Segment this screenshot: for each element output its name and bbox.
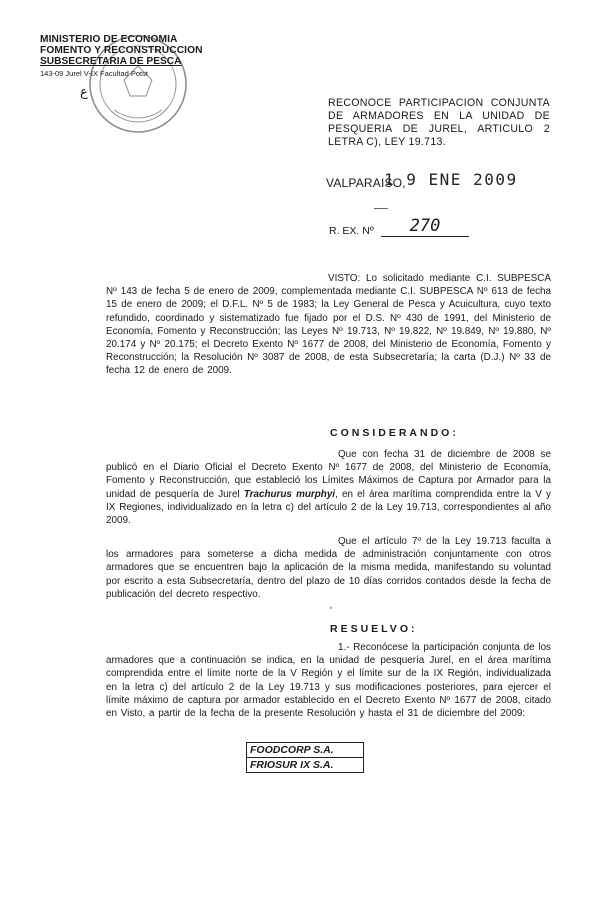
visto-paragraph: VISTO: Lo solicitado mediante C.I. SUBPESCA Nº 143 de fecha 5 de enero de 2009, complementada mediante C.I. SUBPESCA Nº 613 de fecha 15 de enero de 2009; el D.F.L. Nº 5 de 1983; la Ley General de Pesca y Acuicultura, cuyo texto refundido, coordinado y sistematizado fue fijado por el D.S. Nº 430 de 1991, del Ministerio de Economía, Fomento y Reconstrucción; las Leyes Nº 19.713, Nº 19.822, Nº 19.849, Nº 19.880, Nº 20.174 y Nº 20.175; el Decreto Exento Nº 1677 de 2008, del Ministerio de Economía, Fomento y Reconstrucción; la Resolución Nº 3087 de 2008, de esta Subsecretaría; la carta (D.J.) Nº 33 de fecha 12 de enero de 2009. bbox=[106, 273, 551, 377]
species-name: Trachurus murphyi bbox=[243, 488, 336, 500]
resuelvo-paragraph-1: 1.- Reconócese la participación conjunta de los armadores que a continuación se indica, en la unidad de pesquería Jurel, en el área marítima comprendida entre el límite norte de la V Región y el límite sur de la IX Región, individualizada en la letra c) del artículo 2 de la Ley 19.713 y sus modificaciones posteriores, para ejercer el límite máximo de captura por armador establecido en el Decreto Exento Nº 1677 de 2008, citado en Visto, a partir de la fecha de la presente Resolución y hasta el 31 de diciembre del 2009: bbox=[106, 642, 551, 720]
subsecretaria-line: SUBSECRETARIA DE PESCA bbox=[40, 56, 182, 67]
resuelvo-heading: RESUELVO: bbox=[330, 623, 418, 635]
margin-tick-mark: ʹ bbox=[330, 606, 332, 617]
official-seal-stamp bbox=[84, 30, 192, 138]
resolution-number: 270 bbox=[381, 216, 469, 237]
file-reference: 143-09 Jurel V-IX Facultad Potst bbox=[40, 69, 148, 78]
date-stamp: 1 9 ENE 2009 bbox=[384, 170, 518, 189]
considerando-paragraph-2: Que el artículo 7º de la Ley 19.713 faculta a los armadores para someterse a dicha medida de administración conjuntamente con otros armadores que se encuentren bajo la aplicación de la misma medida, manifestando su voluntad por escrito a esta Subsecretaría, dentro del plazo de 10 días corridos contados desde la fecha de publicación del decreto respectivo. bbox=[106, 536, 551, 600]
table-row: FRIOSUR IX S.A. bbox=[247, 757, 363, 773]
resolution-dash bbox=[374, 208, 388, 209]
document-subject: RECONOCE PARTICIPACION CONJUNTA DE ARMADORES EN LA UNIDAD DE PESQUERIA DE JUREL, ARTICULO 2 LETRA C), LEY 19.713. bbox=[328, 97, 550, 148]
considerando-paragraph-1 bbox=[106, 448, 551, 527]
armadores-table bbox=[246, 742, 364, 773]
table-row: FOODCORP S.A. bbox=[247, 742, 363, 758]
p1-text-after: , en el área marítima comprendida entre la V y IX Regiones, individualizado en la letra c) del artículo 2 de la Ley 19.713, correspondientes al año 2009. bbox=[106, 488, 551, 527]
considerando-heading: CONSIDERANDO: bbox=[330, 427, 459, 439]
signature-mark: ﻉ bbox=[80, 84, 88, 99]
ministry-line: MINISTERIO DE ECONOMIA bbox=[40, 34, 178, 45]
place-label: VALPARAISO, bbox=[326, 176, 406, 190]
resolution-label: R. EX. Nº bbox=[329, 225, 374, 237]
p1-text-before: Que con fecha 31 de diciembre de 2008 se publicó en el Diario Oficial el Decreto Exento Nº 1677 de 2008, del Ministerio de Economía, Fomento y Reconstrucción, que estableció los Límites Máximos de Captura por Armador para la unidad de pesquería de Jurel bbox=[106, 449, 551, 500]
ministry-line-2: FOMENTO Y RECONSTRUCCION bbox=[40, 45, 203, 56]
